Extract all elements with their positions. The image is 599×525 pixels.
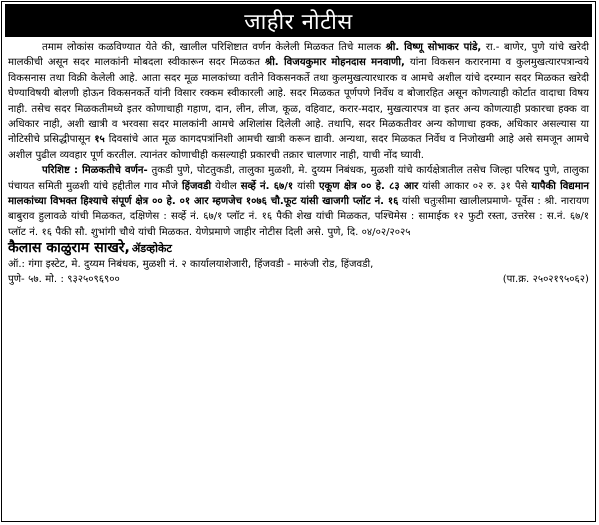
text-segment: यांसी: [293, 180, 319, 192]
notice-title: जाहीर नोटीस: [244, 9, 353, 35]
text-segment: तुकडी पुणे, पोटतुकडी, तालुका मुळशी, मे. दुय्यम निबंधक, मुळशी यांचे कार्यक्षेत्रातील तसेच जिल्हा परिषद पुणे, तालुका पंचायत समिती मुळशी यांचे हद्दीतील गाव मौजे: [8, 165, 589, 192]
developer-name: श्री. विजयकुमार मोहनदास मनवाणी,: [265, 57, 405, 69]
text-segment: यांसी चतुःसीमा खालीलप्रमाणे- पूर्वेस : श्री. नारायण बाबुराव हुलावळे यांची मिळकत, दक्षिणेस : सर्व्हे नं. ६७/१ प्लॉट नं. १६ पैकी शेख यांची मिळकत, पश्चिमेस : सामाईक १२ फुटी रस्ता, उत्तरेस : स.नं. ६७/१ प्लॉट नं. १६ पैकी सौ. शुभांगी चौथे यांची मिळकत. येणेप्रमाणे जाहीर नोटीस दिली असे. पुणे, दि. ०४/०२/२०२५: [8, 196, 589, 238]
text-segment: येथील: [211, 180, 241, 192]
advocate-title: ॲडव्होकेट: [131, 242, 172, 256]
total-area: एकूण क्षेत्र ०० हे. ८३ आर: [318, 180, 419, 192]
text-segment: दिवसांचे आत मूळ कागदपत्रांनिशी आमची खात्री करून द्यावी. अन्यथा, सदर मिळकत निर्वेध व निजोखमी आहे असे समजून आमचे अशील पुढील व्यवहार पूर्ण करतील. त्यानंतर कोणाचीही कसल्याही प्रकारची तक्रार चालणार नाही, याची नोंद घ्यावी.: [8, 134, 590, 161]
objection-days: १५: [94, 134, 105, 146]
public-notice: [1, 1, 596, 522]
survey-number: सर्व्हे नं. ६७/१: [240, 180, 294, 192]
advocate-contact-line: [8, 272, 589, 287]
reference-number: (पा.क्र. २५०२१९५०६२): [502, 274, 589, 286]
text-segment: यांसी आकार ०२ रु. ३१ पैसे: [418, 180, 532, 192]
advocate-signature: [8, 241, 589, 256]
schedule-label: परिशिष्ट : मिळकतीचे वर्णन-: [42, 165, 148, 177]
property-schedule: [8, 163, 589, 240]
notice-title-bar: [5, 4, 592, 37]
notice-paragraph: [8, 40, 589, 163]
owner-share-area: यापैकी विद्यमान मालकांच्या विभक्त हिश्याचे संपूर्ण क्षेत्र ०० हे. ०१ आर म्हणजेच १०७६ चौ.फूट यांसी खाजगी प्लॉट नं. १६: [8, 180, 589, 208]
advocate-name: कैलास काळुराम साखरे,: [8, 240, 130, 257]
text-segment: यांना विकसन करारनामा व कुलमुखत्यारपत्रान्वये विकसनास तथा विक्री केलेली आहे. आता सदर मूळ मालकांच्या वतीने विकसनकर्ते तथा कुलमुखत्यारधारक व आमचे अशील यांचे दरम्यान सदर मिळकत खरेदी घेण्याविषयी बोलणी होऊन विकसनकर्ते यांनी विसार रक्कम स्वीकारली आहे. सदर मिळकत पूर्णपणे निर्वेध व बोजारहित असून कोणत्याही कोर्टात वादाचा विषय नाही. तसेच सदर मिळकतीमध्ये इतर कोणाचाही गहाण, दान, लीन, लीज, कूळ, वहिवाट, करार-मदार, मुखत्यारपत्र वा इतर अन्य कोणत्याही प्रकारचा हक्क वा अधिकार नाही, अशी खात्री व भरवसा सदर मालकांनी आमचे अशिलांस दिलेली आहे. तथापि, सदर मिळकतीवर अन्य कोणाचा हक्क, अधिकार असल्यास या नोटिसीचे प्रसिद्धीपासून: [8, 57, 589, 146]
text-segment: रा.- बाणेर, पुणे यांचे खरेदी मालकीची असून सदर मालकांनी मोबदला स्वीकारून सदर मिळकत: [8, 42, 589, 69]
advocate-phone: पुणे- ५७. मो. : ९३२५०९६९००: [8, 274, 120, 286]
text-segment: तमाम लोकांस कळविण्यात येते की, खालील परिशिष्टात वर्णन केलेली मिळकत तिचे मालक: [42, 42, 386, 53]
village-name: हिंजवडी: [181, 180, 212, 192]
owner-name: श्री. विष्णू सोभाकर पांडे,: [385, 42, 482, 53]
advocate-address: ऑ.: गंगा इस्टेट, मे. दुय्यम निबंधक, मुळशी नं. २ कार्यालयाशेजारी, हिंजवडी - मारुंजी रोड, हिंजवडी,: [8, 258, 374, 270]
notice-body: [2, 37, 595, 288]
